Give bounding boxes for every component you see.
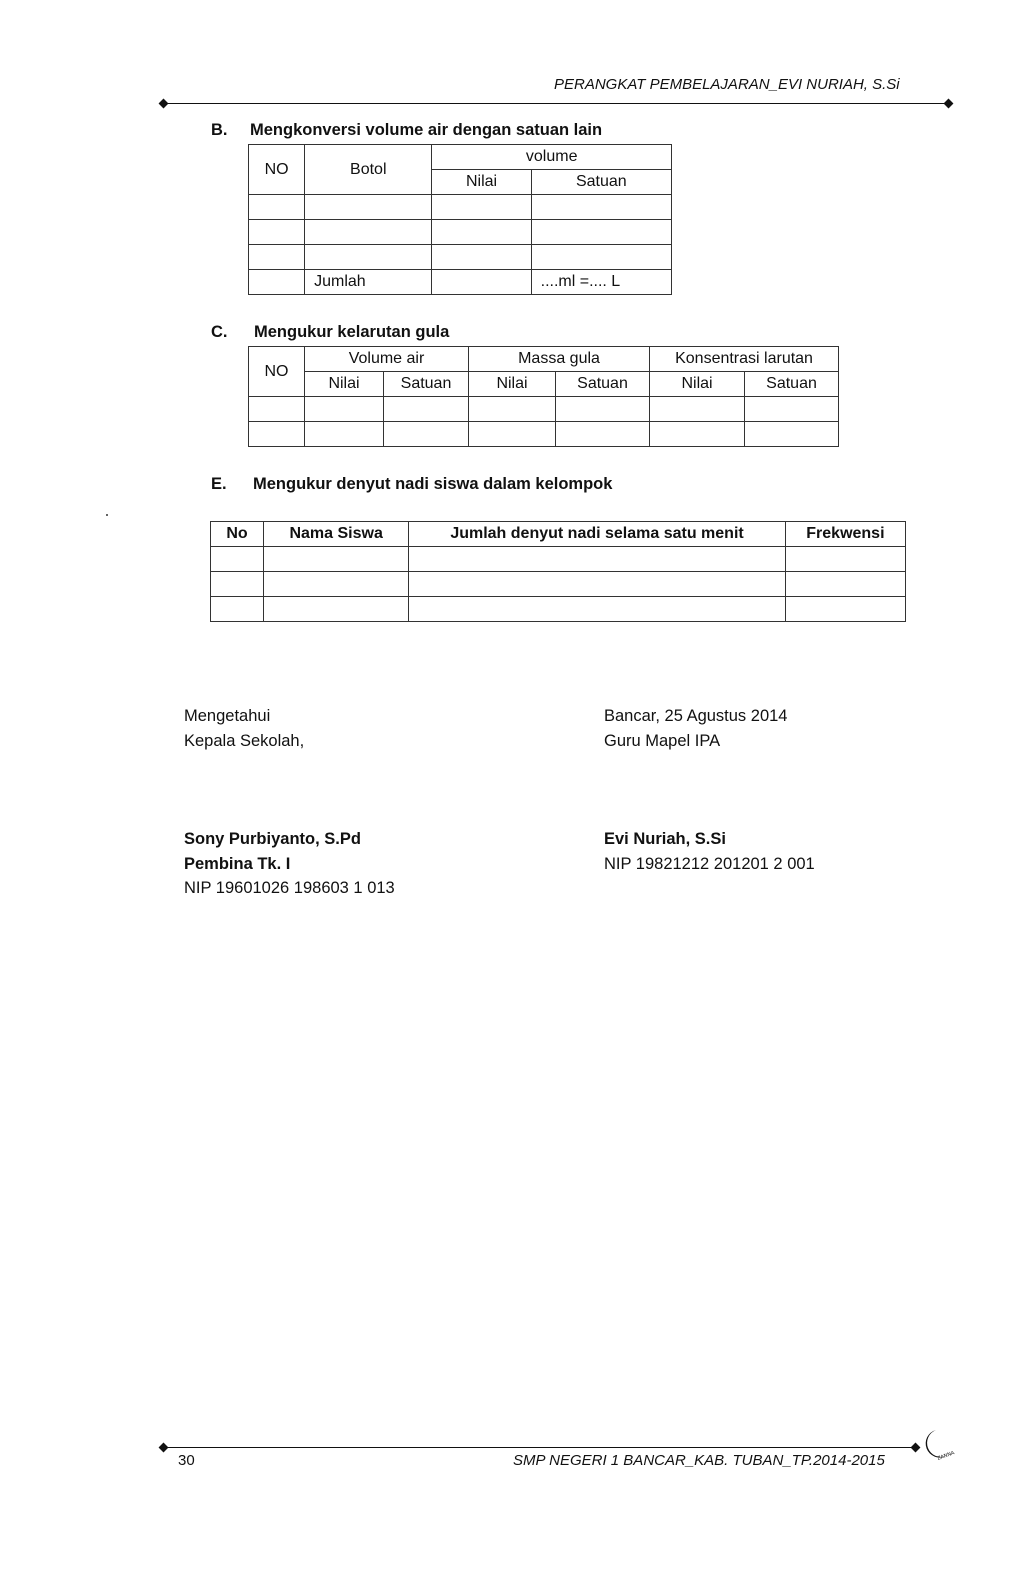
footer-school: SMP NEGERI 1 BANCAR_KAB. TUBAN_TP.2014-2015: [513, 1452, 885, 1469]
table-cell: [745, 397, 839, 422]
header-satuan: Satuan: [556, 372, 650, 397]
header-satuan: Satuan: [531, 170, 671, 195]
total-row: [249, 270, 672, 295]
table-cell: [264, 572, 409, 597]
table-cell: [531, 220, 671, 245]
header-massa-gula: Massa gula: [469, 347, 650, 372]
svg-text:ZANNA: ZANNA: [936, 1450, 956, 1462]
total-satuan: ....ml =.... L: [531, 270, 671, 295]
table-cell: [249, 220, 305, 245]
signature-right-name-block: [604, 827, 815, 876]
crescent-logo-icon: [916, 1426, 956, 1466]
header-volume: volume: [432, 145, 672, 170]
sig-right-line1: Bancar, 25 Agustus 2014: [604, 707, 788, 725]
pulse-rate-table: [210, 521, 906, 622]
table-cell: [249, 422, 305, 447]
table-row: [249, 422, 839, 447]
header-botol: Botol: [305, 145, 432, 195]
table-cell: [432, 220, 531, 245]
table-cell: [785, 572, 905, 597]
table-row: [211, 597, 906, 622]
sig-right-line2: Guru Mapel IPA: [604, 731, 721, 750]
sig-left-name: Sony Purbiyanto, S.Pd: [184, 830, 361, 848]
table-cell: [531, 195, 671, 220]
table-row: [249, 220, 672, 245]
section-c-title: Mengukur kelarutan gula: [254, 323, 450, 341]
sig-right-nip: NIP 19821212 201201 2 001: [604, 854, 815, 873]
table-cell: [432, 245, 531, 270]
signature-left-block: [184, 704, 304, 753]
table-cell: [531, 245, 671, 270]
table-cell: [432, 270, 531, 295]
table-cell: [785, 547, 905, 572]
signature-right-block: [604, 704, 787, 753]
volume-conversion-table: [248, 144, 672, 295]
header-nilai: Nilai: [432, 170, 531, 195]
sig-right-name: Evi Nuriah, S.Si: [604, 830, 726, 848]
table-cell: [211, 547, 264, 572]
table-cell: [409, 597, 786, 622]
section-c-letter: C.: [211, 323, 228, 341]
table-cell: [650, 397, 745, 422]
table-row: [211, 547, 906, 572]
table-cell: [249, 270, 305, 295]
table-row: [249, 397, 839, 422]
table-cell: [432, 195, 531, 220]
sig-left-nip: NIP 19601026 198603 1 013: [184, 879, 395, 897]
page-number: 30: [178, 1452, 195, 1469]
header-volume-air: Volume air: [305, 347, 469, 372]
table-row: [211, 572, 906, 597]
table-cell: [249, 245, 305, 270]
section-b-letter: B.: [211, 121, 228, 139]
header-jumlah-denyut: Jumlah denyut nadi selama satu menit: [409, 522, 786, 547]
header-rule: [164, 103, 950, 104]
sugar-solubility-table: [248, 346, 839, 447]
table-cell: [556, 397, 650, 422]
table-cell: [305, 220, 432, 245]
table-cell: [556, 422, 650, 447]
header-no: NO: [249, 347, 305, 397]
section-e-title: Mengukur denyut nadi siswa dalam kelompok: [253, 475, 613, 493]
table-row: [249, 245, 672, 270]
table-cell: [305, 397, 384, 422]
section-b-title: Mengkonversi volume air dengan satuan lain: [250, 121, 603, 139]
sig-left-line1: Mengetahui: [184, 707, 271, 725]
table-cell: [305, 422, 384, 447]
footer-rule: [164, 1447, 916, 1448]
table-cell: [305, 195, 432, 220]
table-cell: [264, 547, 409, 572]
table-cell: [384, 397, 469, 422]
header-nilai: Nilai: [650, 372, 745, 397]
table-cell: [305, 245, 432, 270]
header-no: No: [211, 522, 264, 547]
section-e-letter: E.: [211, 475, 227, 493]
table-cell: [264, 597, 409, 622]
table-cell: [785, 597, 905, 622]
table-cell: [211, 597, 264, 622]
sig-left-rank: Pembina Tk. I: [184, 854, 291, 873]
header-satuan: Satuan: [745, 372, 839, 397]
table-cell: [469, 397, 556, 422]
stray-dot: [106, 514, 108, 516]
header-no: NO: [249, 145, 305, 195]
header-konsentrasi-larutan: Konsentrasi larutan: [650, 347, 839, 372]
header-nilai: Nilai: [469, 372, 556, 397]
table-cell: [745, 422, 839, 447]
table-cell: [384, 422, 469, 447]
table-cell: [409, 572, 786, 597]
table-cell: [409, 547, 786, 572]
total-label: Jumlah: [305, 270, 432, 295]
header-title: PERANGKAT PEMBELAJARAN_EVI NURIAH, S.Si: [554, 76, 900, 93]
header-nilai: Nilai: [305, 372, 384, 397]
table-cell: [469, 422, 556, 447]
sig-left-line2: Kepala Sekolah,: [184, 731, 305, 750]
header-rule-right-diamond: [944, 99, 954, 109]
signature-left-name-block: [184, 827, 395, 901]
table-cell: [249, 195, 305, 220]
table-row: [249, 195, 672, 220]
header-frekwensi: Frekwensi: [785, 522, 905, 547]
table-cell: [211, 572, 264, 597]
table-cell: [650, 422, 745, 447]
table-cell: [249, 397, 305, 422]
header-satuan: Satuan: [384, 372, 469, 397]
header-nama-siswa: Nama Siswa: [264, 522, 409, 547]
